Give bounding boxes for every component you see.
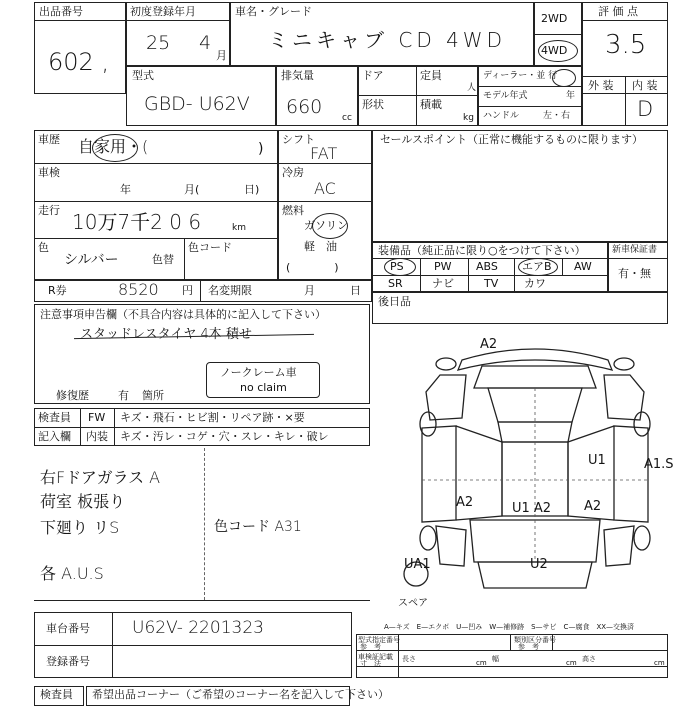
chassis-label: 車台番号: [46, 622, 90, 635]
diagram-a1s: A1.S: [644, 457, 674, 472]
inspector-label: 検査員: [38, 411, 71, 424]
shift-value: FAT: [310, 144, 338, 163]
handle-options: 左・右: [543, 111, 571, 121]
recycle-label: R券: [48, 284, 67, 297]
ac-value: AC: [314, 179, 336, 198]
name-change-month: 月: [304, 284, 315, 297]
noclaim-jp: ノークレーム車: [220, 366, 297, 379]
history-close: ): [258, 141, 264, 157]
vehicle-cert-label: 車検証記載: [358, 653, 393, 661]
color-label: 色: [38, 241, 49, 254]
repair-label: 修復歴: [56, 389, 89, 402]
model-year-unit: 年: [566, 91, 576, 101]
ps-circle: [384, 258, 416, 276]
lot-number-label: 出品番号: [39, 5, 83, 18]
inspection-label: 車検: [38, 166, 60, 179]
chassis-value: U62V- 2201323: [132, 618, 264, 638]
diagram-a2-left: A2: [456, 495, 474, 510]
warranty-label: 新車保証書: [612, 245, 658, 255]
fuel-value: ガソリン: [304, 219, 348, 232]
history-label: 車歴: [38, 133, 60, 146]
score-label: 評 価 点: [598, 5, 638, 18]
diagram-a2-right: A2: [584, 499, 602, 514]
equipment-label: 装備品（純正品に限り○をつけて下さい）: [378, 244, 586, 257]
noclaim-en: no claim: [240, 381, 287, 394]
recycle-unit: 円: [182, 284, 193, 297]
wish-corner-label: 希望出品コーナー（ご希望のコーナー名を記入して下さい）: [92, 688, 389, 701]
fw-items: キズ・飛石・ヒビ割・リペア跡・×要: [120, 411, 305, 424]
width-unit: cm: [566, 659, 577, 667]
load-unit: kg: [463, 113, 474, 123]
name-change-day: 日: [350, 284, 361, 297]
model-code-label: 型式: [132, 69, 154, 82]
private-use-circle: [92, 134, 138, 162]
interior-label: 内 装: [632, 79, 658, 92]
mileage-label: 走行: [38, 204, 60, 217]
equip-abs: ABS: [476, 260, 498, 273]
equip-aw: AW: [574, 260, 592, 273]
remark-line-2: 荷室 板張り: [40, 492, 126, 511]
shift-label: シフト: [282, 133, 315, 146]
inspection-month: 月(: [184, 183, 200, 196]
dealer-circle: [552, 69, 576, 87]
repair-yes: 有: [118, 389, 129, 402]
notes-label: 注意事項申告欄（不具合内容は具体的に記入して下さい）: [40, 308, 326, 321]
fw-label: FW: [88, 411, 106, 424]
reference-label-2: 参 考: [518, 643, 539, 651]
registration-number-label: 登録番号: [46, 655, 90, 668]
model-year-label: モデル年式: [483, 91, 528, 101]
color-code-note: 色コード A31: [214, 519, 302, 535]
door-label: ドア: [362, 69, 384, 82]
fuel-diesel: 軽 油: [304, 240, 337, 253]
registration-month-unit: 月: [216, 49, 227, 62]
remark-line-3: 下廻り リS: [40, 518, 120, 537]
interior-score: D: [637, 97, 654, 121]
aftermarket-box: [372, 292, 668, 324]
load-label: 積載: [420, 98, 442, 111]
capacity-label: 定員: [420, 69, 442, 82]
mileage-value: 10万7千2 0 6: [72, 210, 202, 234]
inspection-day: 日): [244, 183, 260, 196]
height-label: 高さ: [582, 655, 596, 663]
diagram-ua1: UA1: [404, 557, 431, 572]
history-value: 自家用・(: [78, 137, 149, 156]
diagram-u2: U2: [530, 557, 548, 572]
category-label: 類別区分番号: [514, 636, 556, 644]
length-label: 長さ: [402, 655, 416, 663]
name-change-label: 名変期限: [208, 284, 252, 297]
gasoline-circle: [312, 213, 348, 239]
registration-month: 4: [199, 32, 212, 54]
notes-struck-text: スタッドレスタイヤ 4本 積せ: [80, 327, 252, 342]
equip-airbag: エアB: [522, 260, 552, 273]
score-value: 3.5: [605, 30, 647, 60]
displacement-unit: cc: [342, 113, 352, 123]
exterior-label: 外 装: [588, 79, 614, 92]
diagram-a2-top: A2: [480, 337, 498, 352]
dealer-label: ディーラー・並 行: [483, 71, 558, 81]
airbag-circle: [518, 258, 558, 276]
interior-items: キズ・汚レ・コゲ・穴・スレ・キレ・破レ: [120, 430, 329, 443]
model-code-value: GBD- U62V: [144, 93, 250, 115]
sales-point-label: セールスポイント（正常に機能するものに限ります）: [380, 133, 644, 146]
ac-label: 冷房: [282, 166, 304, 179]
capacity-unit: 人: [467, 83, 477, 93]
reference-label: 参 考: [360, 643, 381, 651]
repair-place: 箇所: [142, 389, 164, 402]
registration-year: 25: [146, 32, 171, 54]
equip-pw: PW: [434, 260, 452, 273]
aftermarket-label: 後日品: [378, 295, 411, 308]
drive-2wd: 2WD: [541, 12, 568, 25]
mileage-unit: km: [232, 223, 246, 233]
handle-label: ハンドル: [483, 111, 520, 121]
lot-number-value: 602 ,: [48, 48, 110, 76]
interior-entry-label: 内装: [86, 430, 108, 443]
remark-line-4: 各 A.U.S: [40, 564, 104, 583]
equip-tv: TV: [484, 277, 499, 290]
equip-sr: SR: [388, 277, 403, 290]
car-damage-diagram: [398, 330, 674, 620]
sales-point-box: [372, 130, 668, 242]
recycle-box: [34, 280, 372, 302]
dimensions-label: 寸 法: [360, 660, 381, 668]
model-name-label: 車名・グレード: [235, 5, 312, 18]
entry-label: 記入欄: [38, 430, 71, 443]
fuel-other: ( ): [286, 261, 339, 274]
diagram-u1: U1: [588, 453, 606, 468]
inspection-year: 年: [120, 183, 131, 196]
remark-line-1: 右Fドアガラス A: [40, 468, 161, 487]
equip-ps: PS: [390, 260, 404, 273]
displacement-label: 排気量: [281, 69, 314, 82]
equip-leather: カワ: [524, 277, 546, 290]
height-unit: cm: [654, 659, 665, 667]
type-cert-label: 型式指定番号: [358, 636, 400, 644]
bottom-legend: A—キズ E—エクボ U—凹み W—補修跡 S—サビ C—腐食 XX—交換済: [384, 623, 635, 631]
displacement-value: 660: [286, 96, 323, 118]
diagram-spare-label: スペア: [398, 598, 428, 609]
registration-date-label: 初度登録年月: [130, 5, 196, 18]
color-code-label: 色コード: [188, 241, 232, 254]
color-change-label: 色替: [152, 253, 174, 266]
drive-4wd: 4WD: [541, 44, 568, 57]
diagram-u1a2-center: U1 A2: [512, 501, 552, 516]
length-unit: cm: [476, 659, 487, 667]
recycle-value: 8520: [118, 280, 159, 299]
model-name-value: ミニキャブ CD 4WD: [268, 28, 506, 52]
bottom-inspector-label: 検査員: [40, 688, 73, 701]
color-value: シルバー: [64, 252, 119, 268]
equip-navi: ナビ: [432, 277, 454, 290]
warranty-options: 有・無: [618, 267, 651, 280]
width-label: 幅: [492, 655, 499, 663]
fuel-label: 燃料: [282, 204, 304, 217]
shape-label: 形状: [362, 98, 384, 111]
